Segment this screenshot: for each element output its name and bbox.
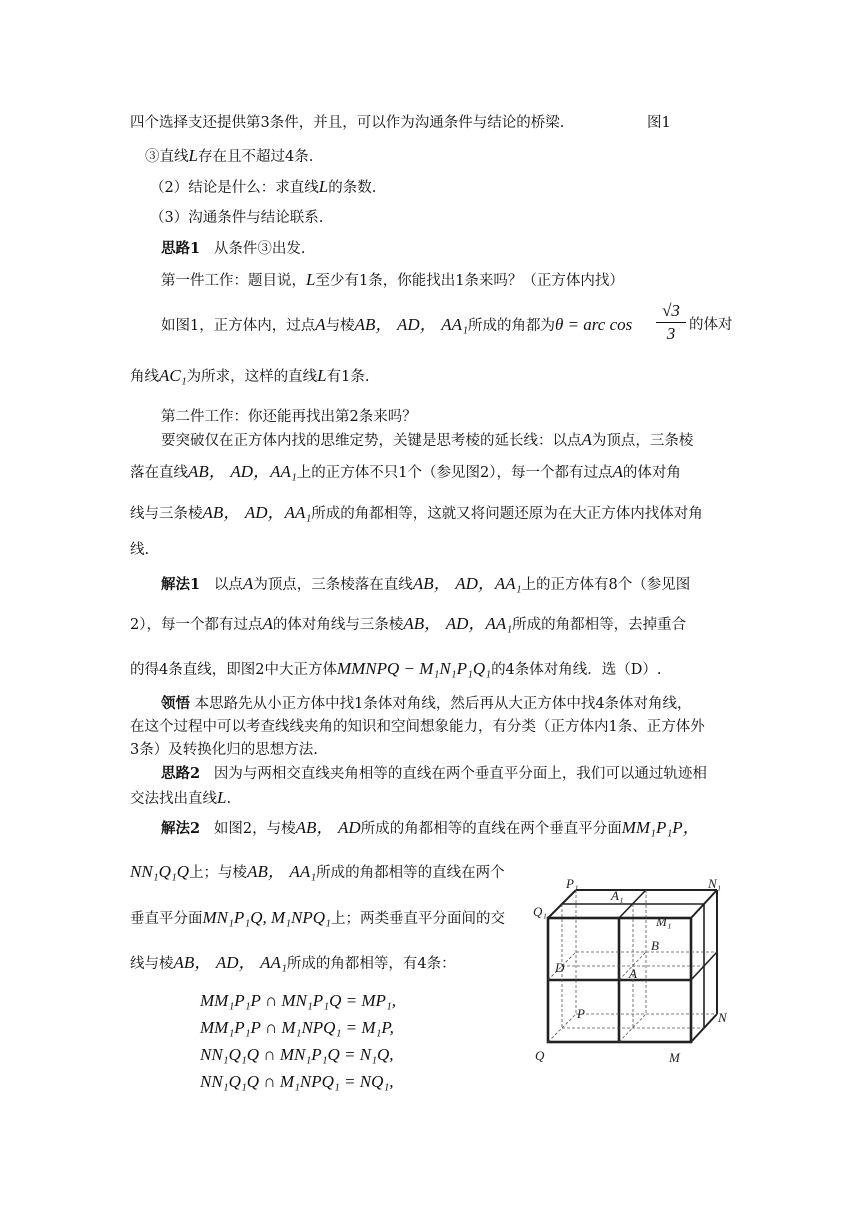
math-var: AA₁ (485, 614, 513, 633)
text-span: 上；与棱 (189, 865, 248, 881)
text-line (130, 503, 703, 524)
text-span: 从条件③出发. (213, 241, 306, 257)
math-var: AD， (244, 503, 285, 522)
text-span: 如图2，与棱 (213, 821, 296, 837)
math-var: AD， (445, 614, 486, 633)
text-line (161, 818, 700, 839)
text-line (130, 740, 318, 760)
label-M1: M₁ (656, 914, 672, 929)
text-line (130, 862, 505, 883)
equation: MM₁P₁P ∩ M₁NPQ₁ = M₁P, (200, 1018, 394, 1037)
heading-label: 解法2 (161, 820, 201, 837)
text-span: 上；两类垂直平分面间的交 (330, 911, 505, 927)
math-expression: θ = arc cos (554, 315, 633, 334)
heading-label: 解法1 (161, 576, 201, 593)
text-span: 落在直线 (130, 465, 188, 481)
text-span: ③直线 (145, 149, 189, 165)
text-line (150, 177, 376, 198)
text-span: 因为与两相交直线夹角相等的直线在两个垂直平分面上，我们可以通过轨迹相 (213, 766, 707, 782)
text-span: . (226, 791, 232, 807)
label-Q: Q (535, 1048, 545, 1063)
math-expression: MMNPQ − M₁N₁P₁Q₁ (336, 659, 492, 678)
math-var: A (242, 574, 254, 593)
text-span: 有1条. (326, 369, 370, 385)
text-span: 在这个过程中可以考查线线夹角的知识和空间想象能力，有分类（正方体内1条、正方体外 (130, 719, 705, 735)
math-var: AB， (247, 862, 285, 881)
fraction-numerator: √3 (656, 300, 686, 323)
math-var: A (262, 614, 273, 633)
text-span: 所成的角都相等，去掉重合 (512, 617, 687, 633)
text-span: 所成的角都相等，有4条： (286, 956, 456, 972)
math-var: AD， (455, 574, 495, 593)
text-line (161, 574, 690, 595)
cube-figure (525, 872, 740, 1072)
text-line (130, 462, 681, 483)
equation: NN₁Q₁Q ∩ MN₁P₁Q = N₁Q, (200, 1045, 394, 1064)
label-M: M (669, 1050, 680, 1065)
math-expression: MM₁P₁P， (621, 818, 700, 837)
text-span: 2），每一个都有过点 (130, 617, 263, 633)
text-line (130, 908, 505, 929)
text-span: 要突破仅在正方体内找的思维定势，关键是思考棱的延长线：以点 (161, 433, 582, 449)
text-span: 第二件工作：你还能再找出第2条来吗？ (161, 409, 417, 425)
text-span: 存在且不超过4条. (197, 149, 314, 165)
heading-label: 领悟 (161, 695, 190, 712)
math-var: L (188, 146, 198, 165)
text-span: 以点 (213, 577, 243, 593)
math-var: AA₁ (289, 862, 317, 881)
text-span: 上的正方体不只1个（参见图2），每一个都有过点 (296, 465, 613, 481)
text-span: 所成的角都相等，这就又将问题还原为在大正方体内找体对角 (311, 506, 703, 522)
text-line (145, 146, 313, 167)
figure-caption (647, 113, 671, 133)
text-span: 上的正方体有8个（参见图 (521, 577, 691, 593)
text-span: 垂直平分面 (130, 911, 203, 927)
math-var: AB， (412, 574, 451, 593)
label-B: B (651, 938, 659, 953)
text-span: 的4条体对角线．选（D）. (491, 662, 662, 678)
label-A1: A₁ (611, 888, 624, 903)
text-span: 线与棱 (130, 956, 174, 972)
text-line (130, 113, 564, 133)
text-line (161, 407, 417, 427)
fraction-denominator: 3 (666, 324, 676, 343)
label-Q1: Q₁ (533, 904, 547, 919)
text-line (161, 430, 693, 451)
text-span: 第一件工作：题目说， (161, 273, 306, 289)
text-span: 与棱 (325, 318, 355, 334)
math-var: AB， (202, 503, 241, 522)
text-line (130, 717, 705, 737)
math-var: AD (338, 818, 361, 837)
text-line (689, 315, 733, 335)
text-span: 如图1，正方体内，过点 (161, 318, 316, 334)
cube-diagram (525, 872, 740, 1072)
equation: NN₁Q₁Q ∩ M₁NPQ₁ = NQ₁, (200, 1072, 394, 1091)
text-span: 为顶点，三条棱落在直线 (253, 577, 413, 593)
math-var: AA₁ (284, 503, 312, 522)
text-span: （3）沟通条件与结论联系. (150, 210, 324, 226)
math-var: A (581, 430, 592, 449)
label-P1: P₁ (566, 876, 579, 891)
heading-label: 思路2 (161, 765, 201, 782)
text-line (130, 953, 456, 974)
text-span: 本思路先从小正方体中找1条体对角线，然后再从大正方体中找4条体对角线， (194, 696, 692, 712)
math-var: L (317, 366, 327, 385)
label-N: N (718, 1010, 727, 1025)
text-line (130, 788, 231, 809)
math-var: AA₁ (494, 574, 522, 593)
text-span: 的体对角 (622, 465, 681, 481)
fraction (656, 300, 686, 345)
math-var: AD， (230, 462, 271, 481)
text-span: 的得4条直线，即图2中大正方体 (130, 662, 337, 678)
text-span: 3条）及转换化归的思想方法. (130, 742, 318, 758)
text-line (161, 315, 632, 336)
text-span: 的体对 (689, 317, 733, 333)
text-line (161, 270, 624, 291)
text-line (130, 540, 149, 560)
text-line (150, 208, 323, 228)
math-var: AA₁ (441, 315, 468, 334)
text-span: 至少有1条，你能找出1条来吗？（正方体内找） (315, 273, 624, 289)
text-span: 角线 (130, 369, 159, 385)
text-span: 线与三条棱 (130, 506, 203, 522)
text-line (161, 239, 306, 259)
text-line (130, 614, 686, 635)
math-var: AD， (215, 953, 256, 972)
text-span: 所成的角都为 (467, 318, 555, 334)
math-var: AB， (173, 953, 212, 972)
math-expression: NN₁Q₁Q (130, 862, 190, 881)
math-var: AB， (403, 614, 442, 633)
math-var: L (217, 788, 227, 807)
label-D: D (555, 960, 565, 975)
label-P: P (577, 1006, 585, 1021)
math-var: AD， (397, 315, 437, 334)
math-var: L (306, 270, 316, 289)
math-var: A (315, 315, 326, 334)
text-span: 线. (130, 542, 150, 558)
paragraph-text: 四个选择支还提供第3条件，并且，可以作为沟通条件与结论的桥梁. (130, 115, 565, 131)
math-expression: MN₁P₁Q, M₁NPQ₁ (202, 908, 331, 927)
text-line (161, 764, 707, 784)
math-var: L (318, 177, 329, 196)
label-N1: N₁ (708, 876, 722, 891)
math-var: AA₁ (260, 953, 287, 972)
label-A: A (629, 966, 637, 981)
math-var: AA₁ (270, 462, 297, 481)
text-span: 所成的角都相等的直线在两个 (316, 865, 505, 881)
text-span: 交法找出直线 (130, 791, 217, 807)
text-line (161, 694, 692, 714)
math-var: AB， (188, 462, 226, 481)
text-line (130, 659, 662, 680)
text-line (130, 366, 369, 387)
math-var: A (612, 462, 623, 481)
text-span: 为顶点，三条棱 (591, 433, 694, 449)
math-var: AB， (354, 315, 393, 334)
math-var: AB， (295, 818, 334, 837)
text-span: 的体对角线与三条棱 (272, 617, 404, 633)
caption-text: 图1 (647, 115, 671, 131)
text-span: （2）结论是什么：求直线 (150, 180, 319, 196)
text-span: 所成的角都相等的直线在两个垂直平分面 (360, 821, 622, 837)
text-span: 的条数. (328, 180, 377, 196)
math-var: AC₁ (159, 366, 187, 385)
text-span: 为所求，这样的直线 (186, 369, 318, 385)
equation: MM₁P₁P ∩ MN₁P₁Q = MP₁, (200, 991, 397, 1010)
heading-label: 思路1 (161, 240, 201, 257)
